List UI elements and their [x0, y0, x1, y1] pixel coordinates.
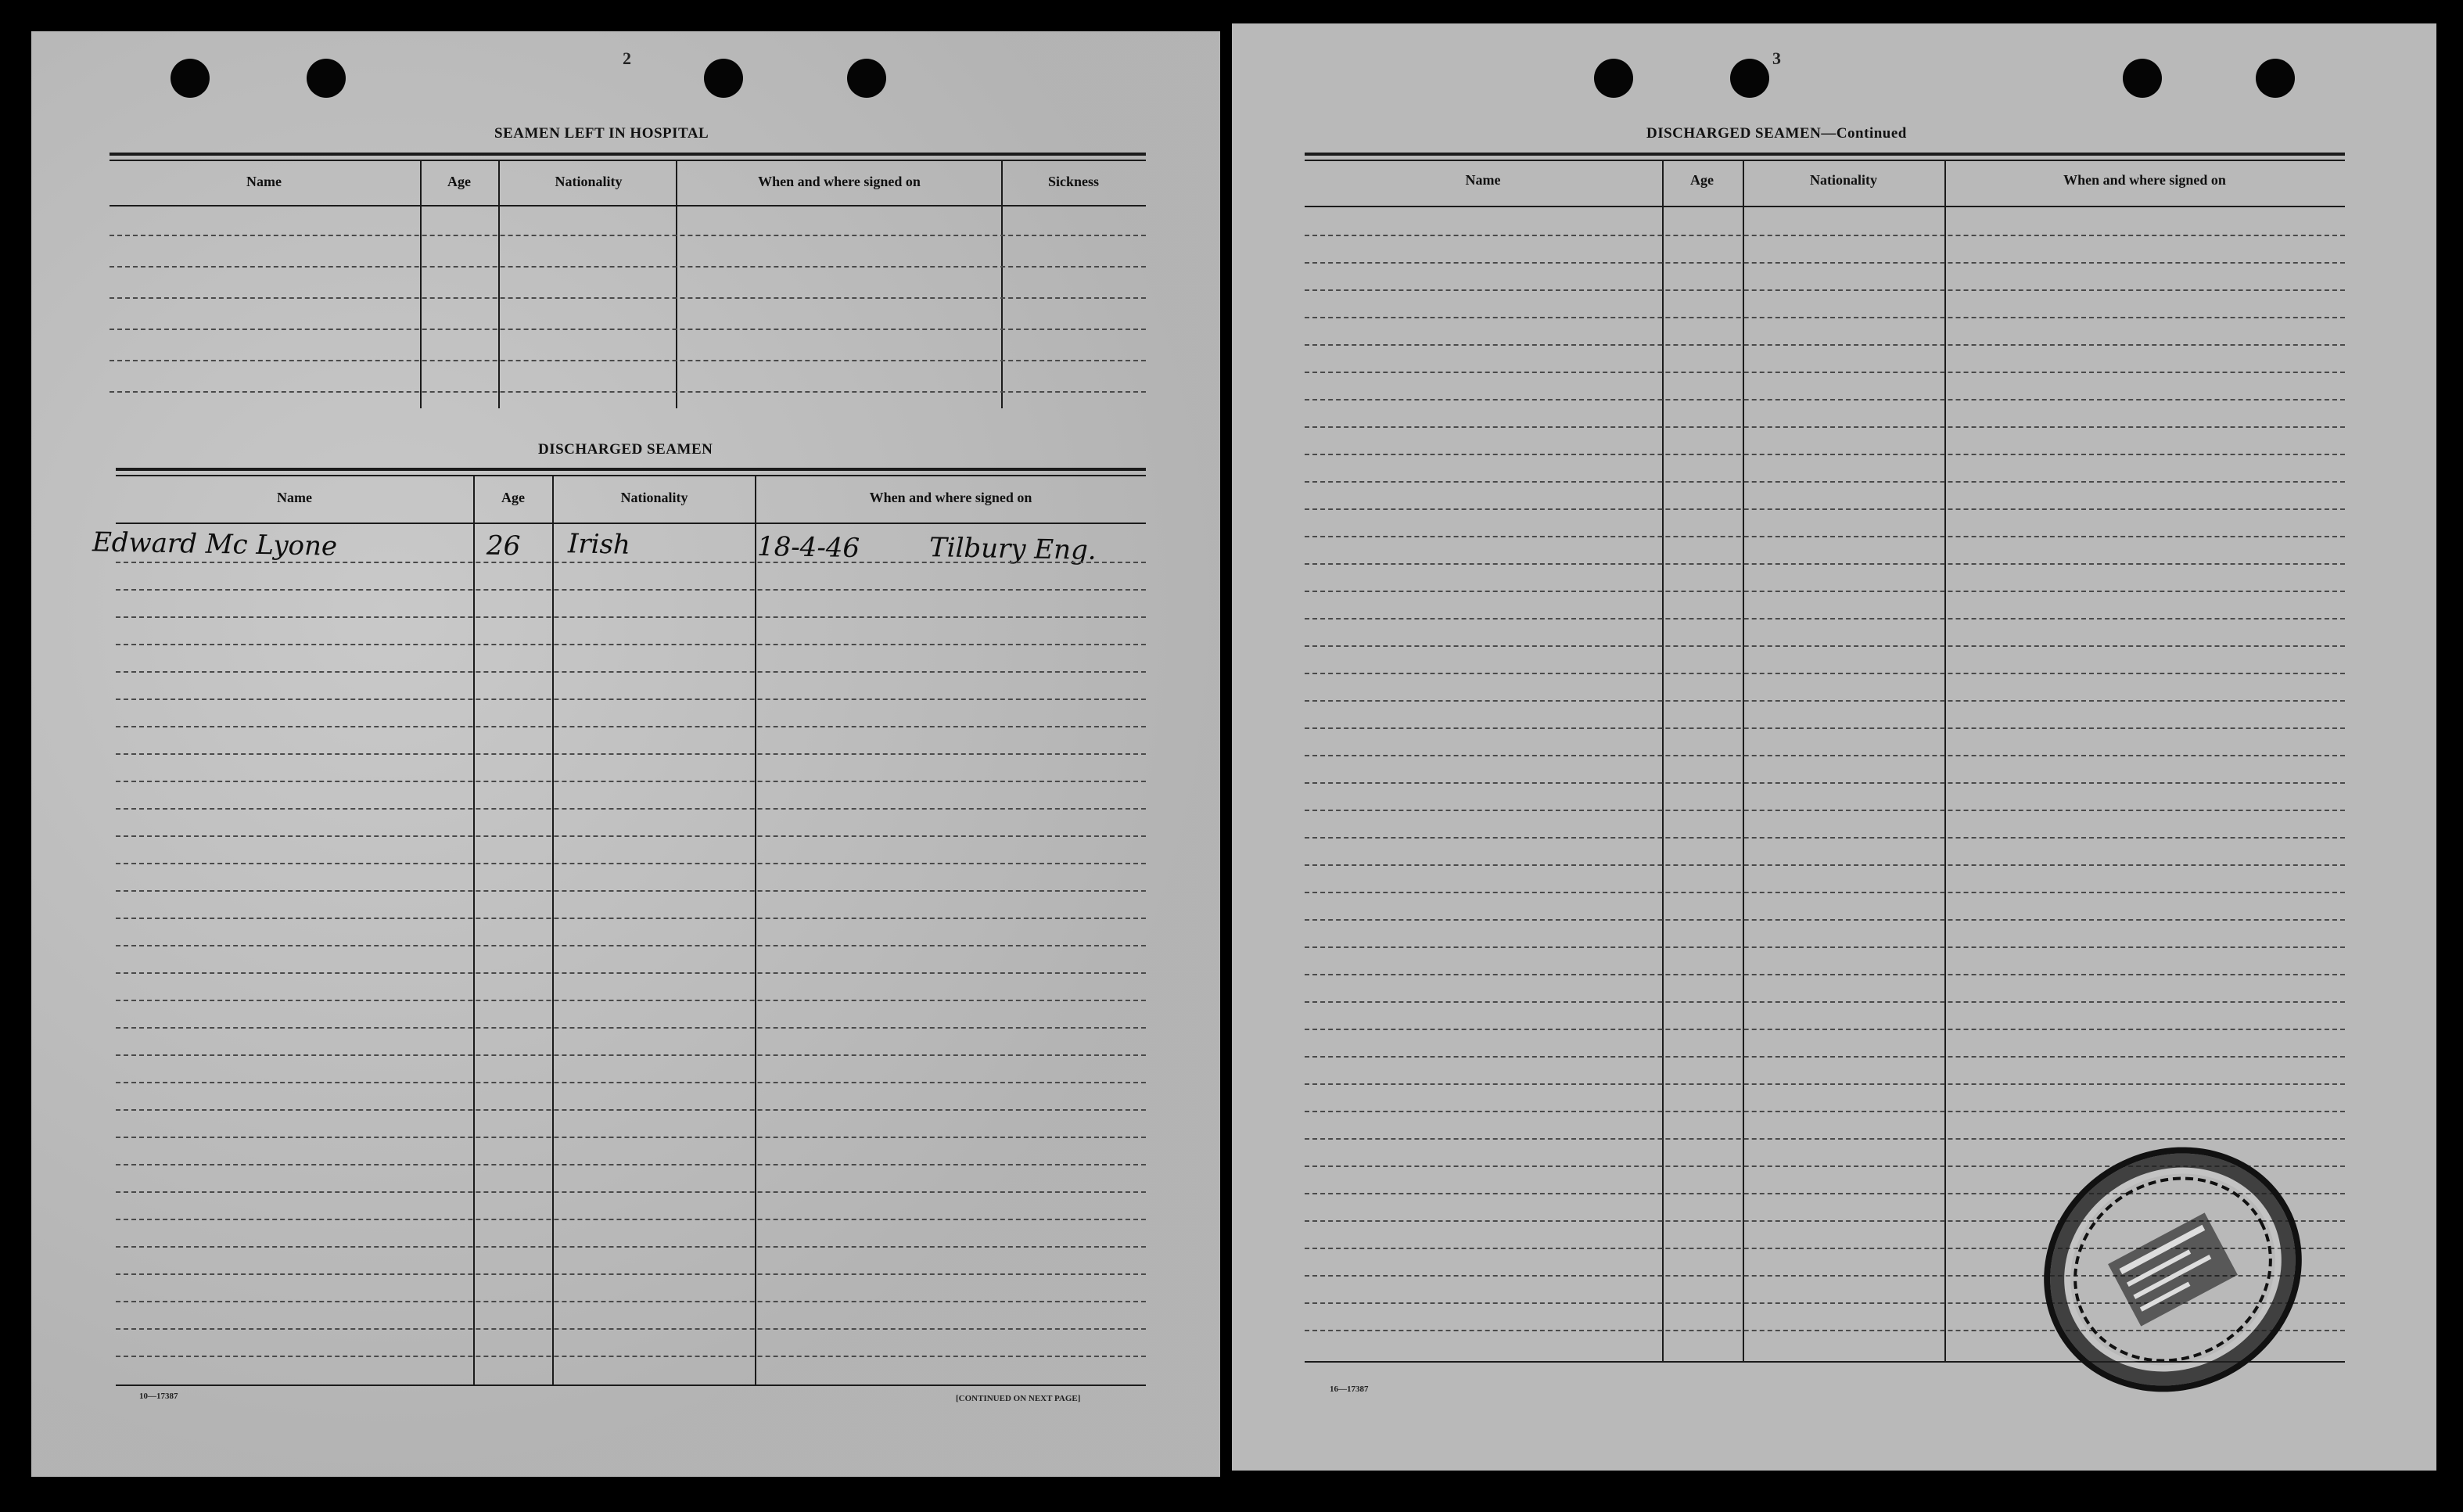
table-row [1305, 426, 2345, 428]
table-row [1305, 1111, 2345, 1112]
header-rule [110, 205, 1146, 207]
table-row [116, 1219, 1146, 1220]
column-divider [498, 161, 500, 408]
discharged-section-title: DISCHARGED SEAMEN [538, 441, 713, 458]
top-rule [116, 475, 1146, 476]
column-header-age: Age [501, 490, 525, 505]
table-row [116, 1301, 1146, 1302]
table-row [1305, 645, 2345, 647]
table-row [1305, 782, 2345, 784]
column-divider [1743, 161, 1744, 1362]
table-row [116, 972, 1146, 974]
table-row [1305, 508, 2345, 510]
punch-hole [171, 59, 210, 98]
table-row [1305, 618, 2345, 620]
table-row [116, 589, 1146, 591]
table-row [1305, 755, 2345, 756]
table-row [1305, 289, 2345, 291]
table-row [116, 1246, 1146, 1248]
table-row [116, 1328, 1146, 1330]
table-row [116, 1137, 1146, 1138]
table-row [1305, 536, 2345, 537]
table-row [116, 890, 1146, 892]
table-row [1305, 344, 2345, 346]
top-rule [1305, 153, 2345, 156]
table-row [1305, 563, 2345, 565]
punch-hole [2256, 59, 2295, 98]
hospital-section-title: SEAMEN LEFT IN HOSPITAL [494, 125, 709, 142]
table-row [1305, 481, 2345, 483]
punch-hole [1730, 59, 1769, 98]
punch-hole [847, 59, 886, 98]
entry-age: 26 [486, 530, 521, 562]
table-row [116, 1082, 1146, 1083]
continued-note: [CONTINUED ON NEXT PAGE] [956, 1394, 1081, 1403]
table-row [110, 391, 1146, 393]
column-header-signed-on: When and where signed on [869, 490, 1032, 505]
column-header-age: Age [1690, 172, 1714, 188]
table-row [116, 808, 1146, 810]
table-row [1305, 919, 2345, 921]
column-header-nationality: Nationality [555, 174, 623, 189]
entry-nationality: Irish [567, 528, 631, 561]
header-rule [116, 523, 1146, 524]
column-header-name: Name [246, 174, 282, 189]
table-row [116, 726, 1146, 727]
table-row [1305, 1029, 2345, 1030]
table-row [116, 671, 1146, 673]
punch-hole [2123, 59, 2162, 98]
column-divider [420, 161, 422, 408]
column-header-name: Name [1465, 172, 1501, 188]
table-row [116, 1273, 1146, 1275]
table-row [116, 945, 1146, 946]
table-row [1305, 317, 2345, 318]
page-number: 3 [1772, 48, 1781, 68]
table-row [1305, 591, 2345, 592]
table-row [1305, 946, 2345, 948]
table-row [116, 644, 1146, 645]
table-row [1305, 974, 2345, 975]
entry-date: 18-4-46 [756, 530, 860, 565]
column-header-age: Age [447, 174, 471, 189]
table-row [116, 1000, 1146, 1001]
table-row [116, 1054, 1146, 1056]
column-header-sickness: Sickness [1047, 174, 1100, 189]
table-row [116, 1191, 1146, 1193]
table-row [1305, 810, 2345, 811]
column-divider [552, 476, 554, 1385]
column-divider [1944, 161, 1946, 1362]
column-header-name: Name [277, 490, 312, 505]
form-number: 10—17387 [139, 1392, 178, 1401]
column-header-nationality: Nationality [1809, 172, 1877, 188]
table-row [1305, 454, 2345, 455]
table-row [1305, 864, 2345, 866]
table-row [1305, 727, 2345, 729]
table-row [116, 699, 1146, 700]
punch-hole [1594, 59, 1633, 98]
table-row [1305, 372, 2345, 373]
table-row [110, 266, 1146, 268]
table-row [1305, 892, 2345, 893]
header-rule [1305, 206, 2345, 207]
entry-name: Edward Mc Lyone [92, 526, 338, 562]
table-row [116, 918, 1146, 919]
punch-hole [704, 59, 743, 98]
top-rule [110, 153, 1146, 156]
table-row [1305, 700, 2345, 702]
entry-place: Tilbury Eng. [928, 532, 1097, 566]
column-divider [1662, 161, 1664, 1362]
top-rule [116, 468, 1146, 471]
table-row [116, 562, 1146, 563]
punch-hole [307, 59, 346, 98]
table-row [110, 360, 1146, 361]
table-row [110, 329, 1146, 330]
column-header-signed-on: When and where signed on [2063, 172, 2226, 188]
table-row [116, 863, 1146, 864]
bottom-rule [116, 1385, 1146, 1386]
table-row [1305, 673, 2345, 674]
table-row [1305, 1001, 2345, 1003]
table-row [116, 1109, 1146, 1111]
page-number: 2 [623, 48, 631, 68]
table-row [116, 1164, 1146, 1165]
column-header-nationality: Nationality [620, 490, 688, 505]
table-row [110, 297, 1146, 299]
form-number: 16—17387 [1330, 1385, 1369, 1394]
table-row [1305, 399, 2345, 400]
table-row [116, 1356, 1146, 1357]
table-row [110, 235, 1146, 236]
table-row [116, 781, 1146, 782]
table-row [1305, 837, 2345, 839]
table-row [116, 835, 1146, 837]
column-divider [755, 476, 756, 1385]
table-row [116, 753, 1146, 755]
table-row [1305, 235, 2345, 236]
discharged-continued-title: DISCHARGED SEAMEN—Continued [1646, 125, 1907, 142]
table-row [116, 1027, 1146, 1029]
table-row [1305, 1083, 2345, 1085]
top-rule [110, 160, 1146, 161]
top-rule [1305, 160, 2345, 161]
column-divider [676, 161, 677, 408]
column-divider [473, 476, 475, 1385]
column-divider [1001, 161, 1003, 408]
table-row [116, 616, 1146, 618]
table-row [1305, 262, 2345, 264]
column-header-signed-on: When and where signed on [758, 174, 921, 189]
table-row [1305, 1056, 2345, 1058]
